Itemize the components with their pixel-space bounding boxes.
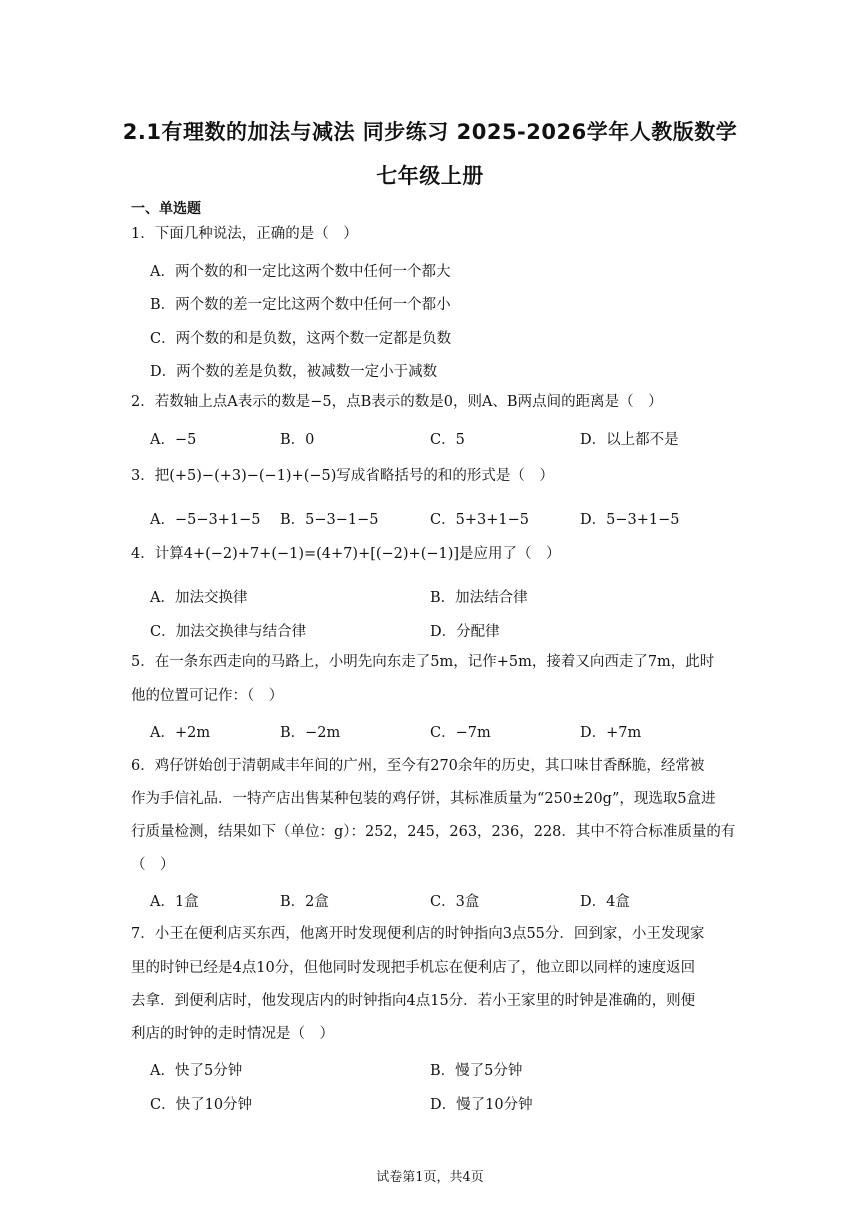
question-7-stem-cont-3: 利店的时钟的走时情况是（ ） xyxy=(131,1026,334,1042)
question-6-stem-cont-3: （ ） xyxy=(131,857,175,873)
question-4-stem: 4．计算4+(−2)+7+(−1)=(4+7)+[(−2)+(−1)]是应用了（ ） xyxy=(131,546,561,562)
question-5-option-b: B．−2m xyxy=(280,725,341,741)
question-1-stem: 1．下面几种说法，正确的是（ ） xyxy=(131,226,358,242)
question-3-option-b: B．5−3−1−5 xyxy=(280,512,379,528)
question-6-option-a: A．1盒 xyxy=(150,894,199,910)
title-line-1: 2.1有理数的加法与减法 同步练习 2025-2026学年人教版数学 xyxy=(122,120,738,144)
question-7-option-d: D．慢了10分钟 xyxy=(430,1097,533,1113)
question-6-option-b: B．2盒 xyxy=(280,894,329,910)
question-5-stem-cont: 他的位置可记作：（ ） xyxy=(131,688,284,704)
question-4-option-a: A．加法交换律 xyxy=(150,590,248,606)
page-footer: 试卷第1页，共4页 xyxy=(376,1170,484,1185)
question-3-option-d: D．5−3+1−5 xyxy=(580,512,680,528)
question-1-option-a: A．两个数的和一定比这两个数中任何一个都大 xyxy=(150,264,451,280)
question-1-option-d: D．两个数的差是负数，被减数一定小于减数 xyxy=(150,364,438,380)
question-3-option-a: A．−5−3+1−5 xyxy=(150,512,261,528)
question-2-option-d: D．以上都不是 xyxy=(580,432,679,448)
question-3-stem: 3．把(+5)−(+3)−(−1)+(−5)写成省略括号的和的形式是（ ） xyxy=(131,468,554,484)
question-7-option-a: A．快了5分钟 xyxy=(150,1063,243,1079)
question-5-option-c: C．−7m xyxy=(430,725,491,741)
question-4-option-c: C．加法交换律与结合律 xyxy=(150,624,307,640)
question-2-option-b: B．0 xyxy=(280,432,315,448)
question-7-stem-cont-2: 去拿．到便利店时，他发现店内的时钟指向4点15分．若小王家里的时钟是准确的，则便 xyxy=(131,993,696,1009)
question-3-option-c: C．5+3+1−5 xyxy=(430,512,529,528)
title-line-2: 七年级上册 xyxy=(376,164,484,188)
question-5-option-d: D．+7m xyxy=(580,725,642,741)
question-5-stem: 5．在一条东西走向的马路上，小明先向东走了5m，记作+5m，接着又向西走了7m，此时 xyxy=(131,654,715,670)
question-1-option-b: B．两个数的差一定比这两个数中任何一个都小 xyxy=(150,297,451,313)
question-6-option-d: D．4盒 xyxy=(580,894,630,910)
question-6-option-c: C．3盒 xyxy=(430,894,480,910)
question-7-stem: 7．小王在便利店买东西，他离开时发现便利店的时钟指向3点55分．回到家，小王发现家 xyxy=(131,926,705,942)
question-2-option-a: A．−5 xyxy=(150,432,197,448)
question-1-option-c: C．两个数的和是负数，这两个数一定都是负数 xyxy=(150,331,452,347)
question-4-option-b: B．加法结合律 xyxy=(430,590,528,606)
question-4-option-d: D．分配律 xyxy=(430,624,500,640)
question-7-option-c: C．快了10分钟 xyxy=(150,1097,253,1113)
question-6-stem-cont-1: 作为手信礼品．一特产店出售某种包装的鸡仔饼，其标准质量为“250±20g”，现选取5盒进 xyxy=(131,791,716,807)
question-2-option-c: C．5 xyxy=(430,432,465,448)
section-heading: 一、单选题 xyxy=(131,201,201,217)
question-2-stem: 2．若数轴上点A表示的数是−5，点B表示的数是0，则A、B两点间的距离是（ ） xyxy=(131,394,663,410)
question-7-stem-cont-1: 里的时钟已经是4点10分，但他同时发现把手机忘在便利店了，他立即以同样的速度返回 xyxy=(131,960,696,976)
question-6-stem: 6．鸡仔饼始创于清朝咸丰年间的广州，至今有270余年的历史，其口味甘香酥脆，经常被 xyxy=(131,758,705,774)
question-7-option-b: B．慢了5分钟 xyxy=(430,1063,523,1079)
question-6-stem-cont-2: 行质量检测，结果如下（单位：g）：252，245，263，236，228．其中不符合标准质量的有 xyxy=(131,824,736,840)
question-5-option-a: A．+2m xyxy=(150,725,211,741)
